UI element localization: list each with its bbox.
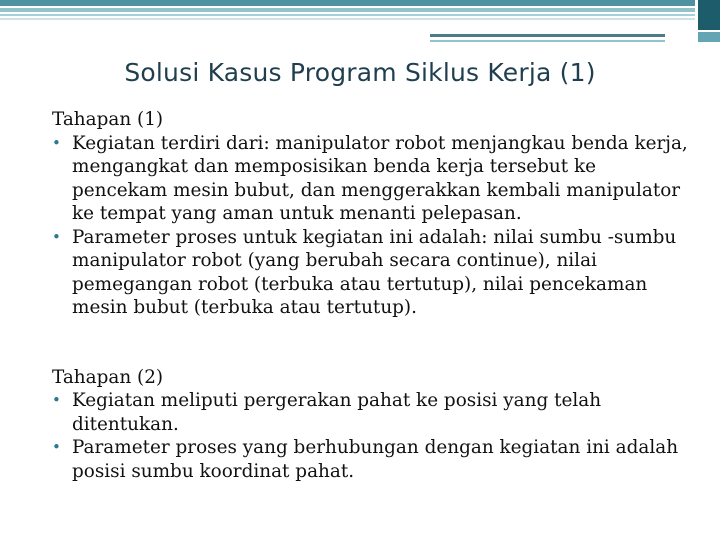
bullet-item bbox=[52, 132, 692, 226]
bullet-icon: • bbox=[52, 391, 61, 409]
section-heading-1: Tahapan (1) bbox=[52, 109, 164, 130]
section-gap bbox=[52, 320, 692, 366]
bullet-icon: • bbox=[52, 133, 61, 152]
decor-line-right-1 bbox=[430, 34, 665, 37]
section-heading-2: Tahapan (2) bbox=[52, 366, 164, 388]
bullet-text: Parameter proses untuk kegiatan ini adalah: nilai sumbu -sumbu manipulator robot (yang berubah secara continue), nilai pemegangan robot (terbuka atau tertutup), nilai pencekaman mesin bubut (terbuka atau tertutup). bbox=[72, 226, 677, 318]
decor-stripe-low bbox=[0, 18, 695, 20]
header-decoration bbox=[0, 0, 720, 50]
bullet-item bbox=[52, 389, 692, 436]
bullet-icon: • bbox=[52, 438, 61, 456]
bullet-text: Parameter proses yang berhubungan dengan kegiatan ini adalah posisi sumbu koordinat pahat. bbox=[72, 437, 679, 482]
slide-content bbox=[52, 108, 692, 483]
bullet-icon: • bbox=[52, 227, 61, 246]
decor-corner-strip bbox=[698, 32, 720, 42]
decor-stripe-thin bbox=[0, 14, 695, 16]
bullet-text: Kegiatan terdiri dari: manipulator robot menjangkau benda kerja, mengangkat dan memposisikan benda kerja tersebut ke pencekam mesin bubut, dan menggerakkan kembali manipulator ke tempat yang aman untuk menanti pelepasan. bbox=[72, 132, 688, 224]
bullet-item bbox=[52, 436, 692, 483]
decor-line-right-2 bbox=[430, 40, 665, 42]
bullet-item bbox=[52, 226, 692, 320]
decor-stripe-mid bbox=[0, 8, 695, 12]
slide-title: Solusi Kasus Program Siklus Kerja (1) bbox=[124, 58, 596, 87]
bullet-text: Kegiatan meliputi pergerakan pahat ke posisi yang telah ditentukan. bbox=[72, 390, 602, 435]
decor-stripe-top bbox=[0, 0, 695, 6]
decor-corner-block bbox=[698, 0, 720, 30]
